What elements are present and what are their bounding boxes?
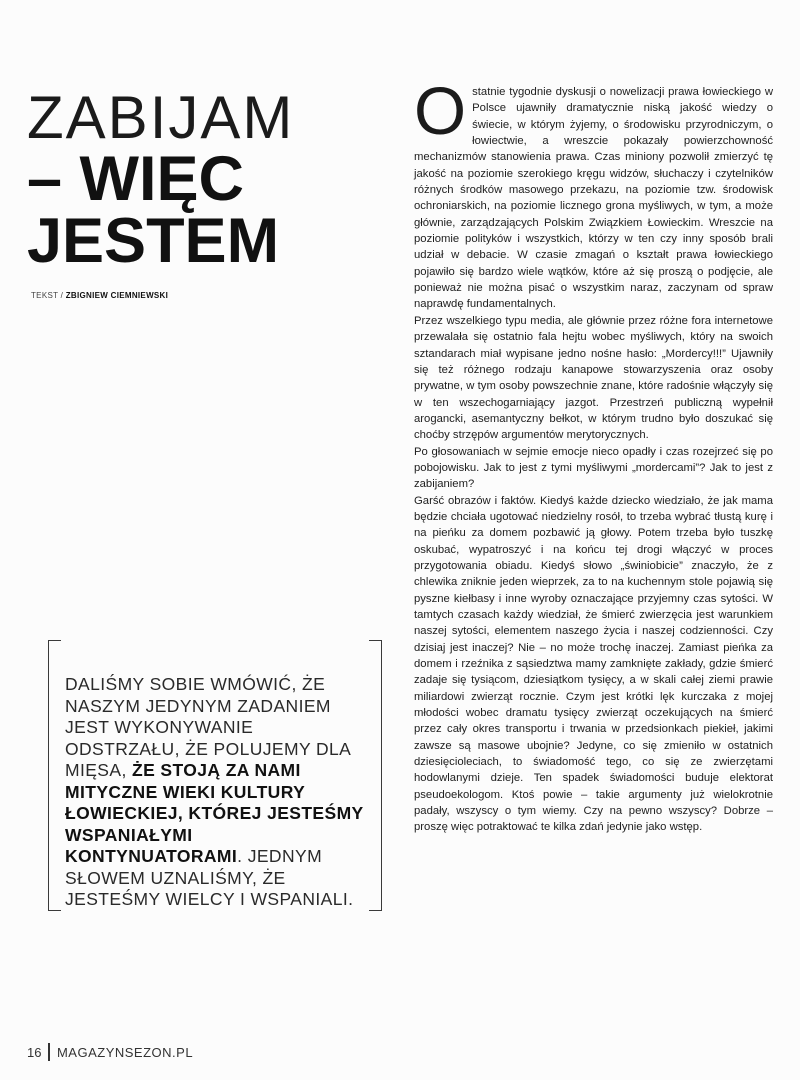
article-paragraph: Garść obrazów i faktów. Kiedyś każde dziecko wiedziało, że jak mama będzie chciała ugotować niedzielny rosół, to trzeba wybrać tłustą kurę i na pieńku za domem pozbawić ją głowy. Potem trzeba było tuszkę oskubać, wypatroszyć i na końcu tej drogi włączyć w proces przygotowania obiadu. Kiedyś słowo „świniobicie” znaczyło, że z chlewika zniknie jeden wieprzek, za to na kuchennym stole pojawią się pyszne kiełbasy i inne wyroby oznaczające przyjemny czas sytości. W tamtych czasach każdy wiedział, że śmierć zwierzęcia jest warunkiem naszej sytości, elementem naszego życia i naszej codzienności. Czy dzisiaj jest inaczej? Nie – no może trochę inaczej. Zamiast pieńka za domem i rzeźnika z sąsiedztwa mamy zamknięte zakłady, gdzie śmierć zadaje się tysiącom, dziesiątkom tysięcy, a w skali całej ziemi prawie miliardowi zwierząt rocznie. Czym jest krótki lęk kurczaka z mojej młodości wobec dramatu tysięcy zwierząt oczekujących na śmierć przez cały okres transportu i trwania w przedsionkach piekieł, jakimi zawsze są masowe ubojnie? Jedyne, co się zmieniło w ostatnich dziesięcioleciach, to świadomość tego, co się ze zwierzętami hodowlanymi dzieje. Ten spadek świadomości buduje elektorat pseudoekologom. Ktoś powie – takie argumenty już wielokrotnie padały, wszyscy o tym wiemy. Czy na pewno wszyscy? Dobrze – proszę więc potraktować te kilka zdań jedynie jako wstęp. [414, 494, 773, 834]
pull-quote-corner [49, 910, 61, 911]
article-paragraph: Przez wszelkiego typu media, ale głównie przez różne fora internetowe przewalała się ostatnio fala hejtu wobec myśliwych, który na swoich sztandarach miał wypisane jedno nośne hasło: „Mordercy!!!” Ujawniły się też różnego rodzaju kanapowe stowarzyszenia oraz osoby prywatne, w tym osoby powszechnie znane, które radośnie włączyły się w ten wszechogarniający jazgot. Przestrzeń publiczną wypełnił arogancki, asemantyczny bełkot, w którym trudno było doszukać się choćby strzępów argumentów merytorycznych. [414, 314, 773, 442]
byline-label: TEKST / [31, 291, 66, 300]
article-paragraph: statnie tygodnie dyskusji o nowelizacji prawa łowieckiego w Polsce ujawniły dramatycznie niską jakość wiedzy o świecie, w którym żyjemy, o środowisku przyrodniczym, o łowiectwie, a wreszcie pokazały powierzchowność mechanizmów stanowienia prawa. Czas miniony pozwolił zmierzyć tę jakość na poziomie szerokiego kręgu widzów, słuchaczy i czytelników różnych środków masowego przekazu, na poziomie tzw. środowisk ochroniarskich, na poziomie licznego grona myśliwych, w tym, a może głównie, zarządzających Polskim Związkiem Łowieckim. Wreszcie na poziomie polityków i wszystkich, którzy w ten czy inny sposób brali udział w debacie. W czasie zmagań o kształt prawa łowieckiego pojawiło się bardzo wiele wątków, które aż się proszą o podjęcie, ale ponieważ nie można pisać o wszystkim naraz, zaczynam od spraw naprawdę fundamentalnych. [414, 86, 773, 311]
title-line-3: JESTEM [27, 206, 280, 276]
article-title [27, 84, 295, 276]
page-number: 16 [27, 1044, 42, 1060]
title-line-2: – WIĘC [27, 144, 245, 214]
site-url: MAGAZYNSEZON.PL [56, 1044, 194, 1060]
footer-divider [48, 1043, 50, 1061]
pull-quote-normal-2: . JEDNYM SŁOWEM UZNALIŚMY, ŻE JESTEŚMY WIELCY I WSPANIALI. [65, 846, 354, 909]
pull-quote-text [65, 674, 371, 911]
byline [31, 291, 168, 300]
title-line-1: ZABIJAM [27, 84, 295, 151]
pull-quote-normal-1: DALIŚMY SOBIE WMÓWIĆ, ŻE NASZYM JEDYNYM ZADANIEM JEST WYKONYWANIE ODSTRZAŁU, ŻE POLUJEMY DLA MIĘSA, [65, 674, 351, 780]
pull-quote-box [48, 640, 382, 911]
drop-cap: O [414, 74, 467, 149]
page-footer [27, 1043, 193, 1061]
byline-author: ZBIGNIEW CIEMNIEWSKI [65, 291, 169, 300]
pull-quote-corner [369, 640, 381, 641]
pull-quote-corner [49, 640, 61, 641]
pull-quote-bold: ŻE STOJĄ ZA NAMI MITYCZNE WIEKI KULTURY ŁOWIECKIEJ, KTÓREJ JESTEŚMY WSPANIAŁYMI KONTYNUATORAMI [65, 760, 364, 866]
article-paragraph: Po głosowaniach w sejmie emocje nieco opadły i czas rozejrzeć się po pobojowisku. Jak to jest z tymi myśliwymi „mordercami”? Jak to jest z zabijaniem? [414, 445, 773, 491]
article-body [414, 74, 773, 836]
